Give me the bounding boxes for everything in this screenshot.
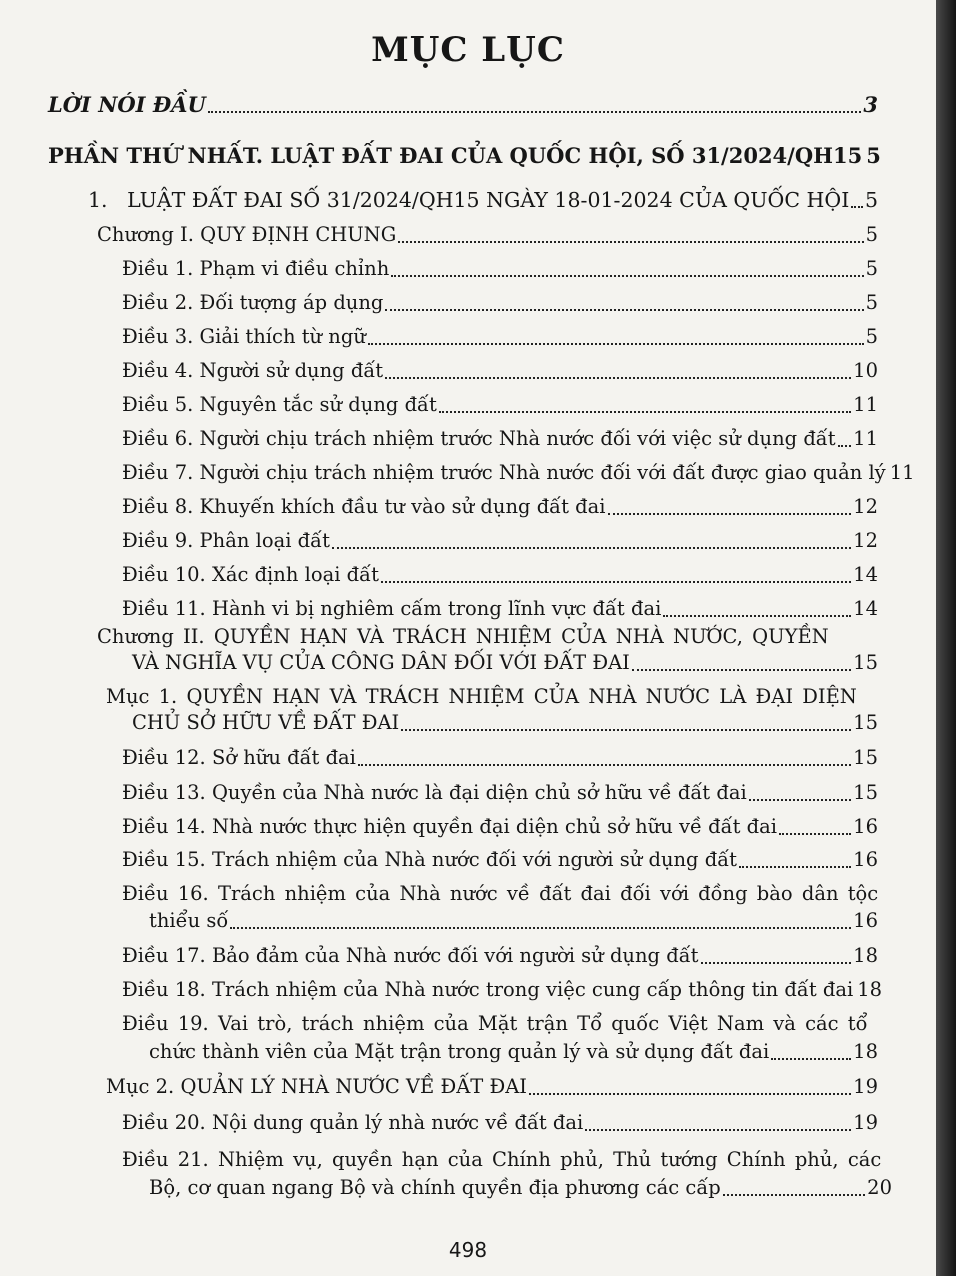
toc-entry-page: 11 <box>853 393 878 416</box>
dot-leader <box>851 196 863 208</box>
book-spine-shadow <box>936 0 956 1276</box>
dot-leader <box>398 231 863 243</box>
toc-entry-page: 5 <box>865 291 878 314</box>
dot-leader <box>381 571 851 583</box>
dot-leader <box>332 537 851 549</box>
toc-entry <box>122 494 878 520</box>
dot-leader <box>608 503 852 515</box>
toc-entry-title: Điều 13. Quyền của Nhà nước là đại diện chủ sở hữu về đất đai <box>122 781 747 804</box>
toc-entry-title: chức thành viên của Mặt trận trong quản lý và sử dụng đất đai <box>149 1040 770 1063</box>
toc-entry-page: 16 <box>853 815 878 838</box>
toc-entry <box>122 460 915 486</box>
toc-entry-title: thiểu số <box>149 909 229 932</box>
dot-leader <box>585 1119 851 1131</box>
toc-entry <box>122 814 878 840</box>
toc-entry-title: Điều 14. Nhà nước thực hiện quyền đại diện chủ sở hữu về đất đai <box>122 815 777 838</box>
toc-entry-title: Bộ, cơ quan ngang Bộ và chính quyền địa phương các cấp <box>149 1176 721 1199</box>
dot-leader <box>401 719 851 731</box>
toc-entry-page: 10 <box>853 359 878 382</box>
dot-leader <box>663 605 851 617</box>
toc-entry-title: LỜI NÓI ĐẦU <box>48 92 206 117</box>
dot-leader <box>701 952 852 964</box>
toc-entry <box>132 710 878 736</box>
toc-entry <box>122 780 878 806</box>
toc-entry-title: Điều 10. Xác định loại đất <box>122 563 379 586</box>
toc-entry-page: 15 <box>853 781 878 804</box>
toc-entry-title: Điều 4. Người sử dụng đất <box>122 359 384 382</box>
toc-entry <box>122 596 878 622</box>
toc-entry-page: 5 <box>865 257 878 280</box>
toc-entry-page: 11 <box>853 427 878 450</box>
toc-entry-page: 5 <box>864 188 878 212</box>
toc-entry-title-line1: Mục 1. QUYỀN HẠN VÀ TRÁCH NHIỆM CỦA NHÀ NƯỚC LÀ ĐẠI DIỆN <box>106 685 857 708</box>
toc-entry-title: Chương I. QUY ĐỊNH CHUNG <box>97 223 397 246</box>
toc-entry-page: 12 <box>853 529 878 552</box>
toc-entry-title: CHỦ SỞ HỮU VỀ ĐẤT ĐAI <box>132 711 400 734</box>
toc-entry <box>122 426 878 452</box>
toc-entry-page: 16 <box>853 909 878 932</box>
dot-leader <box>771 1048 851 1060</box>
toc-entry <box>122 528 878 554</box>
dot-leader <box>529 1083 851 1095</box>
toc-entry <box>122 324 878 350</box>
toc-entry-page: 19 <box>853 1075 878 1098</box>
toc-entry <box>122 392 878 418</box>
dot-leader <box>385 299 863 311</box>
toc-entry <box>149 1175 892 1201</box>
dot-leader <box>385 367 851 379</box>
toc-entry-title: Điều 2. Đối tượng áp dụng <box>122 291 384 314</box>
toc-entry-title-line1: Điều 21. Nhiệm vụ, quyền hạn của Chính phủ, Thủ tướng Chính phủ, các <box>122 1148 882 1171</box>
toc-entry-page: 18 <box>857 978 883 1001</box>
toc-entry-title-line1: Điều 19. Vai trò, trách nhiệm của Mặt trận Tổ quốc Việt Nam và các tổ <box>122 1012 868 1035</box>
toc-entry <box>149 908 878 934</box>
toc-entry <box>122 562 878 588</box>
toc-entry-title-line1: Chương II. QUYỀN HẠN VÀ TRÁCH NHIỆM CỦA NHÀ NƯỚC, QUYỀN <box>97 625 829 648</box>
toc-entry <box>132 650 878 676</box>
toc-entry-page: 15 <box>853 746 878 769</box>
toc-entry-title: Mục 2. QUẢN LÝ NHÀ NƯỚC VỀ ĐẤT ĐAI <box>106 1075 528 1098</box>
toc-entry-page: 5 <box>865 325 878 348</box>
toc-entry-title: Điều 3. Giải thích từ ngữ <box>122 325 366 348</box>
toc-entry-title-line1: Điều 16. Trách nhiệm của Nhà nước về đất đai đối với đồng bào dân tộc <box>122 882 879 905</box>
toc-entry-page: 19 <box>853 1111 878 1134</box>
toc-entry-page: 15 <box>853 651 878 674</box>
toc-entry-page: 18 <box>853 944 878 967</box>
toc-entry-title: Điều 12. Sở hữu đất đai <box>122 746 356 769</box>
toc-entry-title: Điều 18. Trách nhiệm của Nhà nước trong việc cung cấp thông tin đất đai <box>122 978 854 1001</box>
toc-entry-title: Điều 1. Phạm vi điều chỉnh <box>122 257 390 280</box>
toc-entry <box>122 1110 878 1136</box>
dot-leader <box>368 333 864 345</box>
toc-entry-title: 1. LUẬT ĐẤT ĐAI SỐ 31/2024/QH15 NGÀY 18-01-2024 CỦA QUỐC HỘI <box>88 188 850 212</box>
toc-entry-page: 14 <box>853 597 878 620</box>
toc-entry-page: 14 <box>853 563 878 586</box>
toc-entry-title: Điều 7. Người chịu trách nhiệm trước Nhà nước đối với đất được giao quản lý <box>122 461 886 484</box>
toc-entry-title: Điều 20. Nội dung quản lý nhà nước về đất đai <box>122 1111 584 1134</box>
dot-leader <box>632 659 851 671</box>
toc-entry-title: Điều 8. Khuyến khích đầu tư vào sử dụng đất đai <box>122 495 606 518</box>
toc-entry-page: 20 <box>867 1176 892 1199</box>
dot-leader <box>749 789 851 801</box>
dot-leader <box>208 101 862 113</box>
toc-entry-page: 15 <box>853 711 878 734</box>
toc-entry <box>122 977 883 1003</box>
toc-entry-title: Điều 5. Nguyên tắc sử dụng đất <box>122 393 437 416</box>
toc-entry <box>122 290 878 316</box>
toc-entry-title: Điều 11. Hành vi bị nghiêm cấm trong lĩnh vực đất đai <box>122 597 662 620</box>
toc-entry <box>97 222 878 248</box>
toc-entry-page: 3 <box>863 92 878 117</box>
toc-entry <box>122 847 878 873</box>
dot-leader <box>358 754 851 766</box>
page-title: MỤC LỤC <box>371 30 565 70</box>
toc-entry-title: Điều 17. Bảo đảm của Nhà nước đối với người sử dụng đất <box>122 944 699 967</box>
dot-leader <box>230 917 851 929</box>
toc-entry-title: Điều 15. Trách nhiệm của Nhà nước đối với người sử dụng đất <box>122 848 738 871</box>
dot-leader <box>838 435 852 447</box>
toc-entry-title: Điều 9. Phân loại đất <box>122 529 330 552</box>
toc-entry <box>122 358 878 384</box>
toc-entry <box>122 943 878 969</box>
toc-entry-page: 11 <box>889 461 915 484</box>
toc-entry <box>106 1074 878 1100</box>
dot-leader <box>391 265 863 277</box>
toc-entry-title: Điều 6. Người chịu trách nhiệm trước Nhà nước đối với việc sử dụng đất <box>122 427 836 450</box>
page-number: 498 <box>448 1238 488 1262</box>
toc-entry <box>122 256 878 282</box>
dot-leader <box>739 856 851 868</box>
toc-entry <box>48 92 878 118</box>
toc-entry <box>88 187 878 213</box>
dot-leader <box>723 1184 865 1196</box>
toc-entry-title: VÀ NGHĨA VỤ CỦA CÔNG DÂN ĐỐI VỚI ĐẤT ĐAI <box>132 651 630 674</box>
toc-entry <box>48 143 881 169</box>
toc-entry <box>149 1039 878 1065</box>
toc-entry-page: 18 <box>853 1040 878 1063</box>
toc-entry-page: 12 <box>853 495 878 518</box>
toc-entry <box>122 745 878 771</box>
dot-leader <box>779 823 851 835</box>
toc-entry-page: 16 <box>853 848 878 871</box>
dot-leader <box>439 401 851 413</box>
toc-entry-page: 5 <box>865 223 878 246</box>
toc-entry-page: 5 <box>866 143 881 168</box>
toc-entry-title: PHẦN THỨ NHẤT. LUẬT ĐẤT ĐAI CỦA QUỐC HỘI, SỐ 31/2024/QH15 <box>48 143 863 168</box>
